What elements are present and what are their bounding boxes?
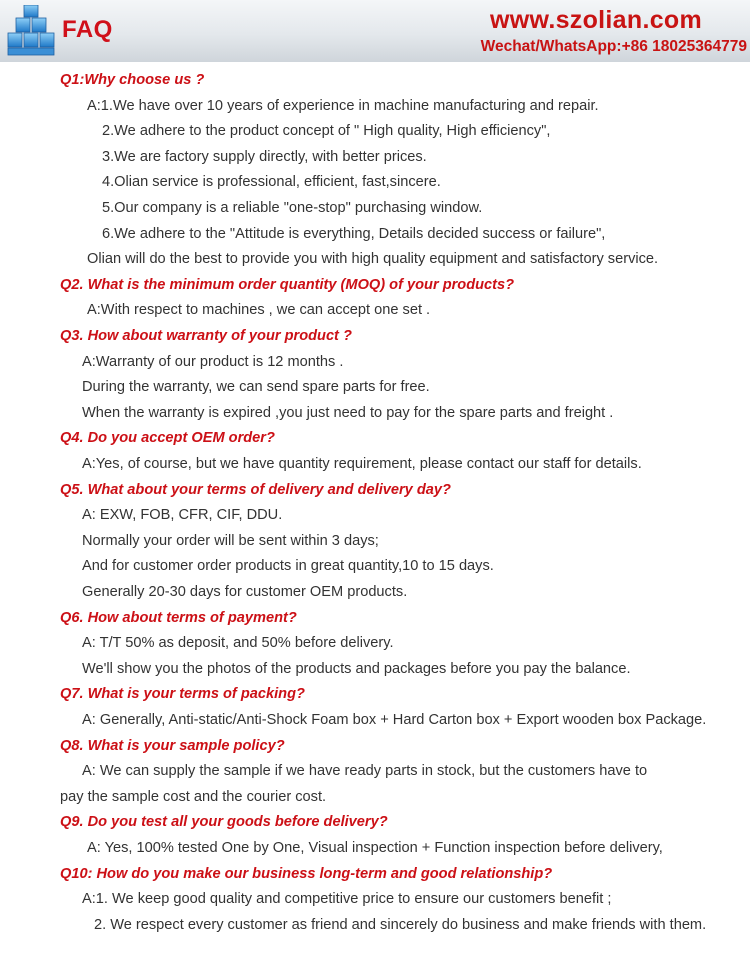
header-bar	[0, 0, 750, 62]
faq-answer-line: A:Yes, of course, but we have quantity requirement, please contact our staff for details.	[82, 456, 642, 472]
faq-answer-line: 2. We respect every customer as friend and sincerely do business and make friends with them.	[94, 916, 707, 933]
faq-answer-line: 4.Olian service is professional, efficient, fast,sincere.	[102, 174, 441, 191]
faq-question: Q1:Why choose us ?	[60, 72, 205, 88]
faq-answer-line: A: Generally, Anti-static/Anti-Shock Foam box + Hard Carton box + Export wooden box Package.	[82, 712, 707, 728]
faq-answer-line: A:1. We keep good quality and competitive price to ensure our customers benefit ;	[82, 891, 612, 908]
faq-question: Q9. Do you test all your goods before delivery?	[60, 814, 388, 831]
faq-answer-line: 5.Our company is a reliable "one-stop" purchasing window.	[102, 200, 483, 216]
faq-answer-line: A:1.We have over 10 years of experience in machine manufacturing and repair.	[87, 97, 599, 114]
faq-question: Q7. What is your terms of packing?	[60, 686, 305, 703]
faq-answer-line: Generally 20-30 days for customer OEM products.	[82, 584, 408, 600]
faq-answer-line: A: Yes, 100% tested One by One, Visual inspection + Function inspection before delivery,	[87, 840, 663, 856]
contact-number: Wechat/WhatsApp:+86 18025364779	[480, 38, 747, 55]
faq-answer-line: 6.We adhere to the "Attitude is everything, Details decided success or failure",	[102, 225, 606, 242]
faq-answer-line: A: We can supply the sample if we have ready parts in stock, but the customers have to	[82, 763, 648, 780]
faq-answer-line: A: T/T 50% as deposit, and 50% before delivery.	[82, 635, 394, 652]
faq-answer-line: Normally your order will be sent within 3 days;	[82, 532, 379, 549]
faq-question: Q8. What is your sample policy?	[60, 737, 285, 754]
faq-answer-line: We'll show you the photos of the products and packages before you pay the balance.	[82, 660, 631, 677]
website-url: www.szolian.com	[490, 6, 702, 34]
faq-question: Q6. How about terms of payment?	[60, 609, 297, 626]
faq-answer-line: A:Warranty of our product is 12 months .	[82, 353, 344, 370]
page-title: FAQ	[62, 16, 113, 43]
faq-answer-line: 2.We adhere to the product concept of " High quality, High efficiency",	[102, 123, 551, 140]
faq-answer-line: During the warranty, we can send spare parts for free.	[82, 379, 430, 396]
faq-question: Q3. How about warranty of your product ?	[60, 328, 352, 344]
faq-answer-line: And for customer order products in great quantity,10 to 15 days.	[82, 558, 494, 575]
faq-answer-line: 3.We are factory supply directly, with better prices.	[102, 148, 427, 165]
faq-question: Q10: How do you make our business long-term and good relationship?	[60, 865, 553, 882]
faq-answer-line: pay the sample cost and the courier cost.	[60, 788, 327, 805]
faq-question: Q5. What about your terms of delivery and delivery day?	[60, 481, 451, 498]
faq-answer-line: When the warranty is expired ,you just need to pay for the spare parts and freight .	[82, 404, 614, 421]
blue-cubes-logo-icon	[6, 5, 56, 57]
faq-answer-line: A: EXW, FOB, CFR, CIF, DDU.	[82, 507, 283, 524]
faq-question: Q2. What is the minimum order quantity (MOQ) of your products?	[60, 276, 515, 293]
faq-answer-line: A:With respect to machines , we can accept one set .	[87, 302, 431, 319]
faq-question: Q4. Do you accept OEM order?	[60, 430, 275, 447]
faq-answer-line: Olian will do the best to provide you with high quality equipment and satisfactory service.	[87, 251, 659, 268]
